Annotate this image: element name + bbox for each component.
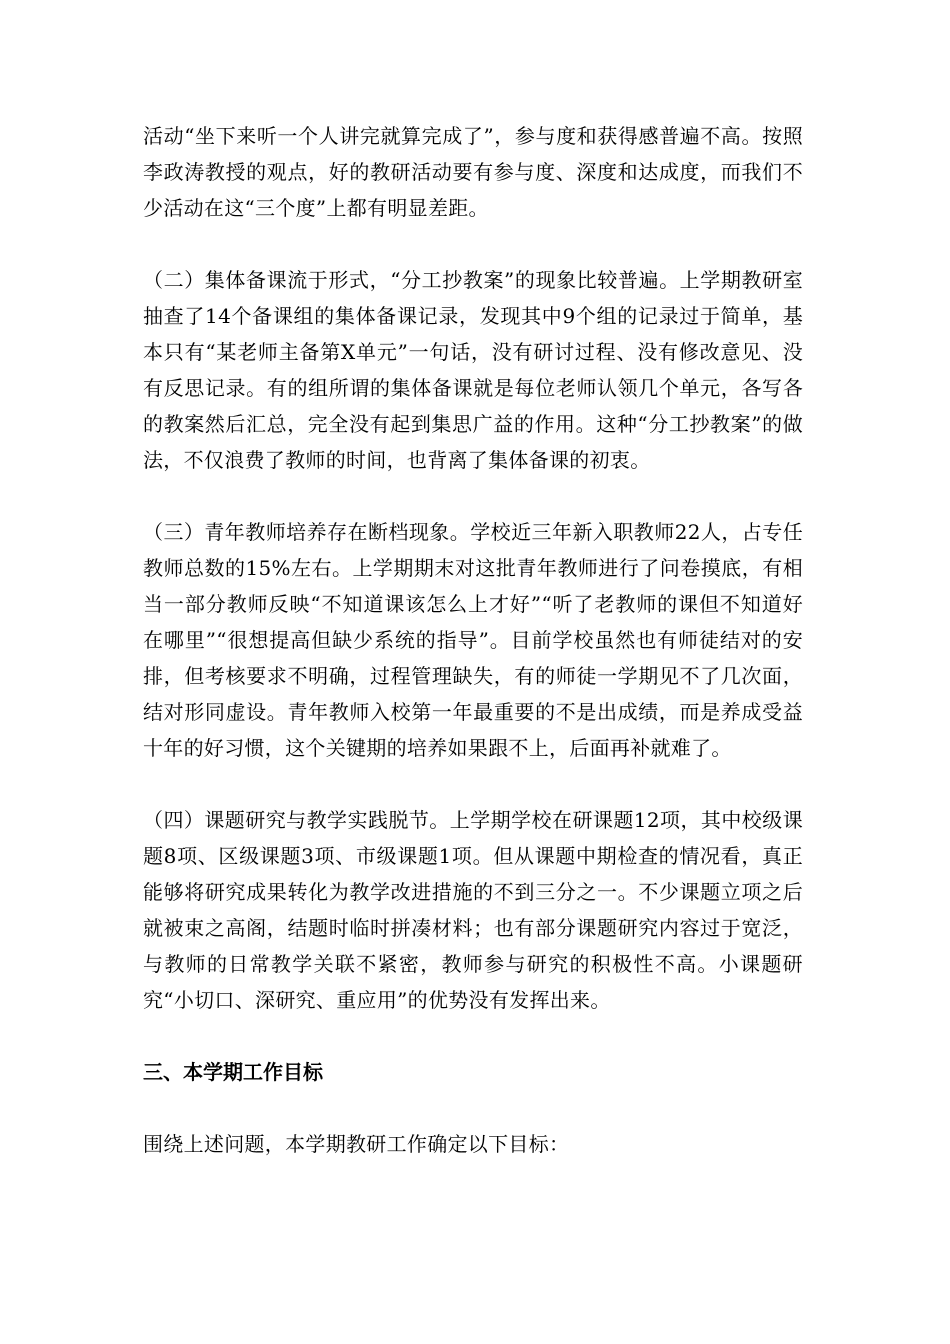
paragraph-spacer (143, 478, 803, 514)
paragraph-spacer (143, 1018, 803, 1054)
paragraph-spacer (143, 1090, 803, 1126)
paragraph-spacer (143, 766, 803, 802)
document-body (143, 118, 803, 1162)
paragraph-collective-lesson-planning: （二）集体备课流于形式，“分工抄教案”的现象比较普遍。上学期教研室抽查了14个备课组的集体备课记录，发现其中9个组的记录过于简单，基本只有“某老师主备第X单元”一句话，没有研讨过程、没有修改意见、没有反思记录。有的组所谓的集体备课就是每位老师认领几个单元，各写各的教案然后汇总，完全没有起到集思广益的作用。这种“分工抄教案”的做法，不仅浪费了教师的时间，也背离了集体备课的初衷。 (143, 268, 803, 472)
paragraph-young-teacher-training: （三）青年教师培养存在断档现象。学校近三年新入职教师22人，占专任教师总数的15%左右。上学期期末对这批青年教师进行了问卷摸底，有相当一部分教师反映“不知道课该怎么上才好”“听了老教师的课但不知道好在哪里”“很想提高但缺少系统的指导”。目前学校虽然也有师徒结对的安排，但考核要求不明确，过程管理缺失，有的师徒一学期见不了几次面，结对形同虚设。青年教师入校第一年最重要的不是出成绩，而是养成受益十年的好习惯，这个关键期的培养如果跟不上，后面再补就难了。 (143, 520, 803, 760)
paragraph-research-projects: （四）课题研究与教学实践脱节。上学期学校在研课题12项，其中校级课题8项、区级课题3项、市级课题1项。但从课题中期检查的情况看，真正能够将研究成果转化为教学改进措施的不到三分之一。不少课题立项之后就被束之高阁，结题时临时拼凑材料；也有部分课题研究内容过于宽泛，与教师的日常教学关联不紧密，教师参与研究的积极性不高。小课题研究“小切口、深研究、重应用”的优势没有发挥出来。 (143, 808, 803, 1012)
paragraph-spacer (143, 226, 803, 262)
section-heading-goals: 三、本学期工作目标 (143, 1060, 323, 1084)
paragraph-intro-continuation: 活动“坐下来听一个人讲完就算完成了”，参与度和获得感普遍不高。按照李政涛教授的观点，好的教研活动要有参与度、深度和达成度，而我们不少活动在这“三个度”上都有明显差距。 (143, 124, 803, 220)
paragraph-goals-intro: 围绕上述问题，本学期教研工作确定以下目标： (143, 1132, 570, 1156)
